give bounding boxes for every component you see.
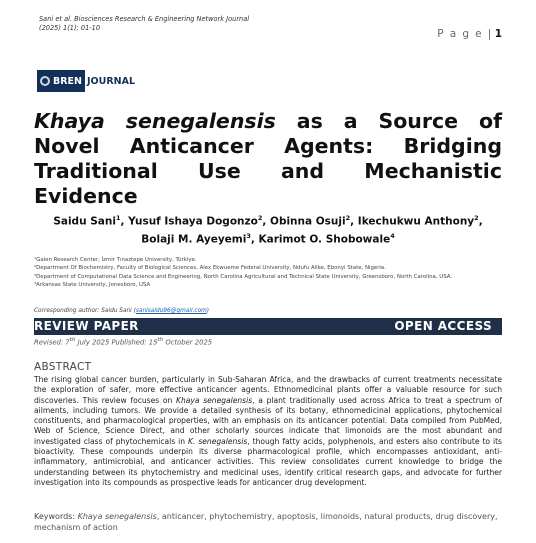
citation-line-1: Sani et al. Biosciences Research & Engineering Network Journal: [39, 15, 250, 23]
journal-logo: [37, 70, 135, 92]
keywords-label: Keywords:: [34, 512, 78, 521]
author-name: Karimot O. Shobowale: [258, 233, 391, 245]
corresponding-author: [34, 308, 209, 314]
title-rest: as a Source of Novel Anticancer Agents: Bridging Traditional Use and Mechanistic Evidence: [34, 109, 502, 208]
title-species: Khaya senegalensis: [34, 109, 276, 133]
author-affiliation-sup: 2: [257, 214, 263, 222]
author-affiliation-sup: 3: [246, 231, 251, 240]
page-indicator: [437, 28, 502, 40]
page-label: P a g e |: [437, 28, 493, 40]
abstract-heading: ABSTRACT: [34, 361, 92, 373]
abstract-part-1: The rising global cancer burden, particularly in Sub-Saharan Africa, and the drawbacks of current treatments necessitate the exploration of safer, more effective anticancer agents. Ethnomedicinal plants offer a valuable resource for such discoveries. This review focuses on: [34, 375, 502, 405]
publication-dates: [34, 337, 212, 346]
author-affiliation-sup: 4: [390, 231, 395, 240]
author-affiliation-sup: 2: [345, 214, 351, 222]
affiliations: [34, 256, 504, 290]
affiliation-3: ³Department of Computational Data Science and Engineering, North Carolina Agricultural and Technical State University, Greensboro, North Carolina, USA.: [34, 273, 453, 280]
page-number: 1: [494, 28, 502, 40]
logo-badge: [37, 70, 85, 92]
published-sup: th: [157, 337, 164, 343]
affiliation-1: ¹Galen Research Center, İzmir Tınaztepe University, Türkiye.: [34, 257, 197, 263]
affiliation-2: ²Department Of Biochemistry, Faculty of Biological Sciences, Alex Ekwueme Federal University, Ndufu Alike, Ebonyi State, Nigeria.: [34, 265, 386, 272]
author-list: Saidu Sani$^1$, Yusuf Ishaya Dogonzo$^2$, Obinna Osuji$^2$, Ikechukwu Anthony$^2$, Bolaji M. Ayeyemi$^3$, Karimot O. Shobowale$^4$: [53, 214, 483, 245]
open-access-label: OPEN ACCESS: [394, 319, 492, 333]
author-affiliation-sup: 2: [474, 214, 479, 222]
revised-label: Revised: 7: [34, 338, 70, 347]
revised-sup: th: [69, 337, 76, 343]
abstract-species-2: K. senegalensis: [188, 436, 248, 446]
published-rest: October 2025: [163, 338, 213, 347]
author-name: Ikechukwu Anthony: [357, 215, 475, 228]
citation-line-2: (2025) 1(1); 01-10: [39, 24, 101, 33]
keywords-rest: , anticancer, phytochemistry, apoptosis, limonoids, natural products, drug discovery, mechanism of action: [34, 512, 498, 532]
revised-rest: July 2025 Published: 15: [75, 338, 158, 347]
corresponding-close: ): [206, 308, 210, 314]
paper-title: [34, 109, 502, 209]
corresponding-label: Corresponding author: Saidu Sani (: [34, 308, 136, 314]
abstract-part-2: , a plant traditionally used across Africa to treat a spectrum of ailments, including tumors. We provide a detailed synthesis of its botany, ethnomedicinal applications, phytochemical constituents, and pharmacological properties, with an emphasis on its anticancer potential. Data compiled from PubMed, Web of Science, Science Direct, and other scholarly sources indicate that limonoids are the most abundant and investigated class of phytochemicals in: [34, 395, 503, 446]
article-type-banner: [34, 318, 502, 335]
keywords: [34, 512, 502, 533]
journal-citation: [39, 15, 249, 33]
logo-brand: BREN: [53, 75, 82, 87]
abstract-body: [34, 375, 502, 488]
abstract-species-1: Khaya senegalensis: [176, 395, 253, 405]
author-name: Obinna Osuji: [270, 215, 346, 228]
review-paper-label: REVIEW PAPER: [34, 319, 139, 333]
abstract-part-3: , though fatty acids, polyphenols, and esters also contribute to its bioactivity. These compounds underpin its diverse pharmacological profile, which encompasses antioxidant, anti-inflammatory, antimicrobial, and anticancer activities. This review consolidates current knowledge to bridge the understanding between its phytochemistry and medicinal uses, identify critical research gaps, and advocate for further investigation into its compounds as prospective leads for anticancer drug development.: [34, 436, 502, 487]
keywords-species: Khaya senegalensis: [77, 512, 157, 521]
logo-word: JOURNAL: [87, 75, 135, 87]
author-affiliation-sup: 1: [115, 214, 121, 222]
affiliation-4: ⁴Arkansas State University, Jonesboro, USA: [34, 282, 151, 289]
author-name: Yusuf Ishaya Dogonzo: [128, 215, 258, 228]
email-link[interactable]: sanisaidu96@gmail.com: [135, 308, 207, 314]
globe-icon: [40, 76, 50, 86]
author-name: Saidu Sani: [53, 215, 116, 228]
author-name: Bolaji M. Ayeyemi: [141, 233, 247, 245]
